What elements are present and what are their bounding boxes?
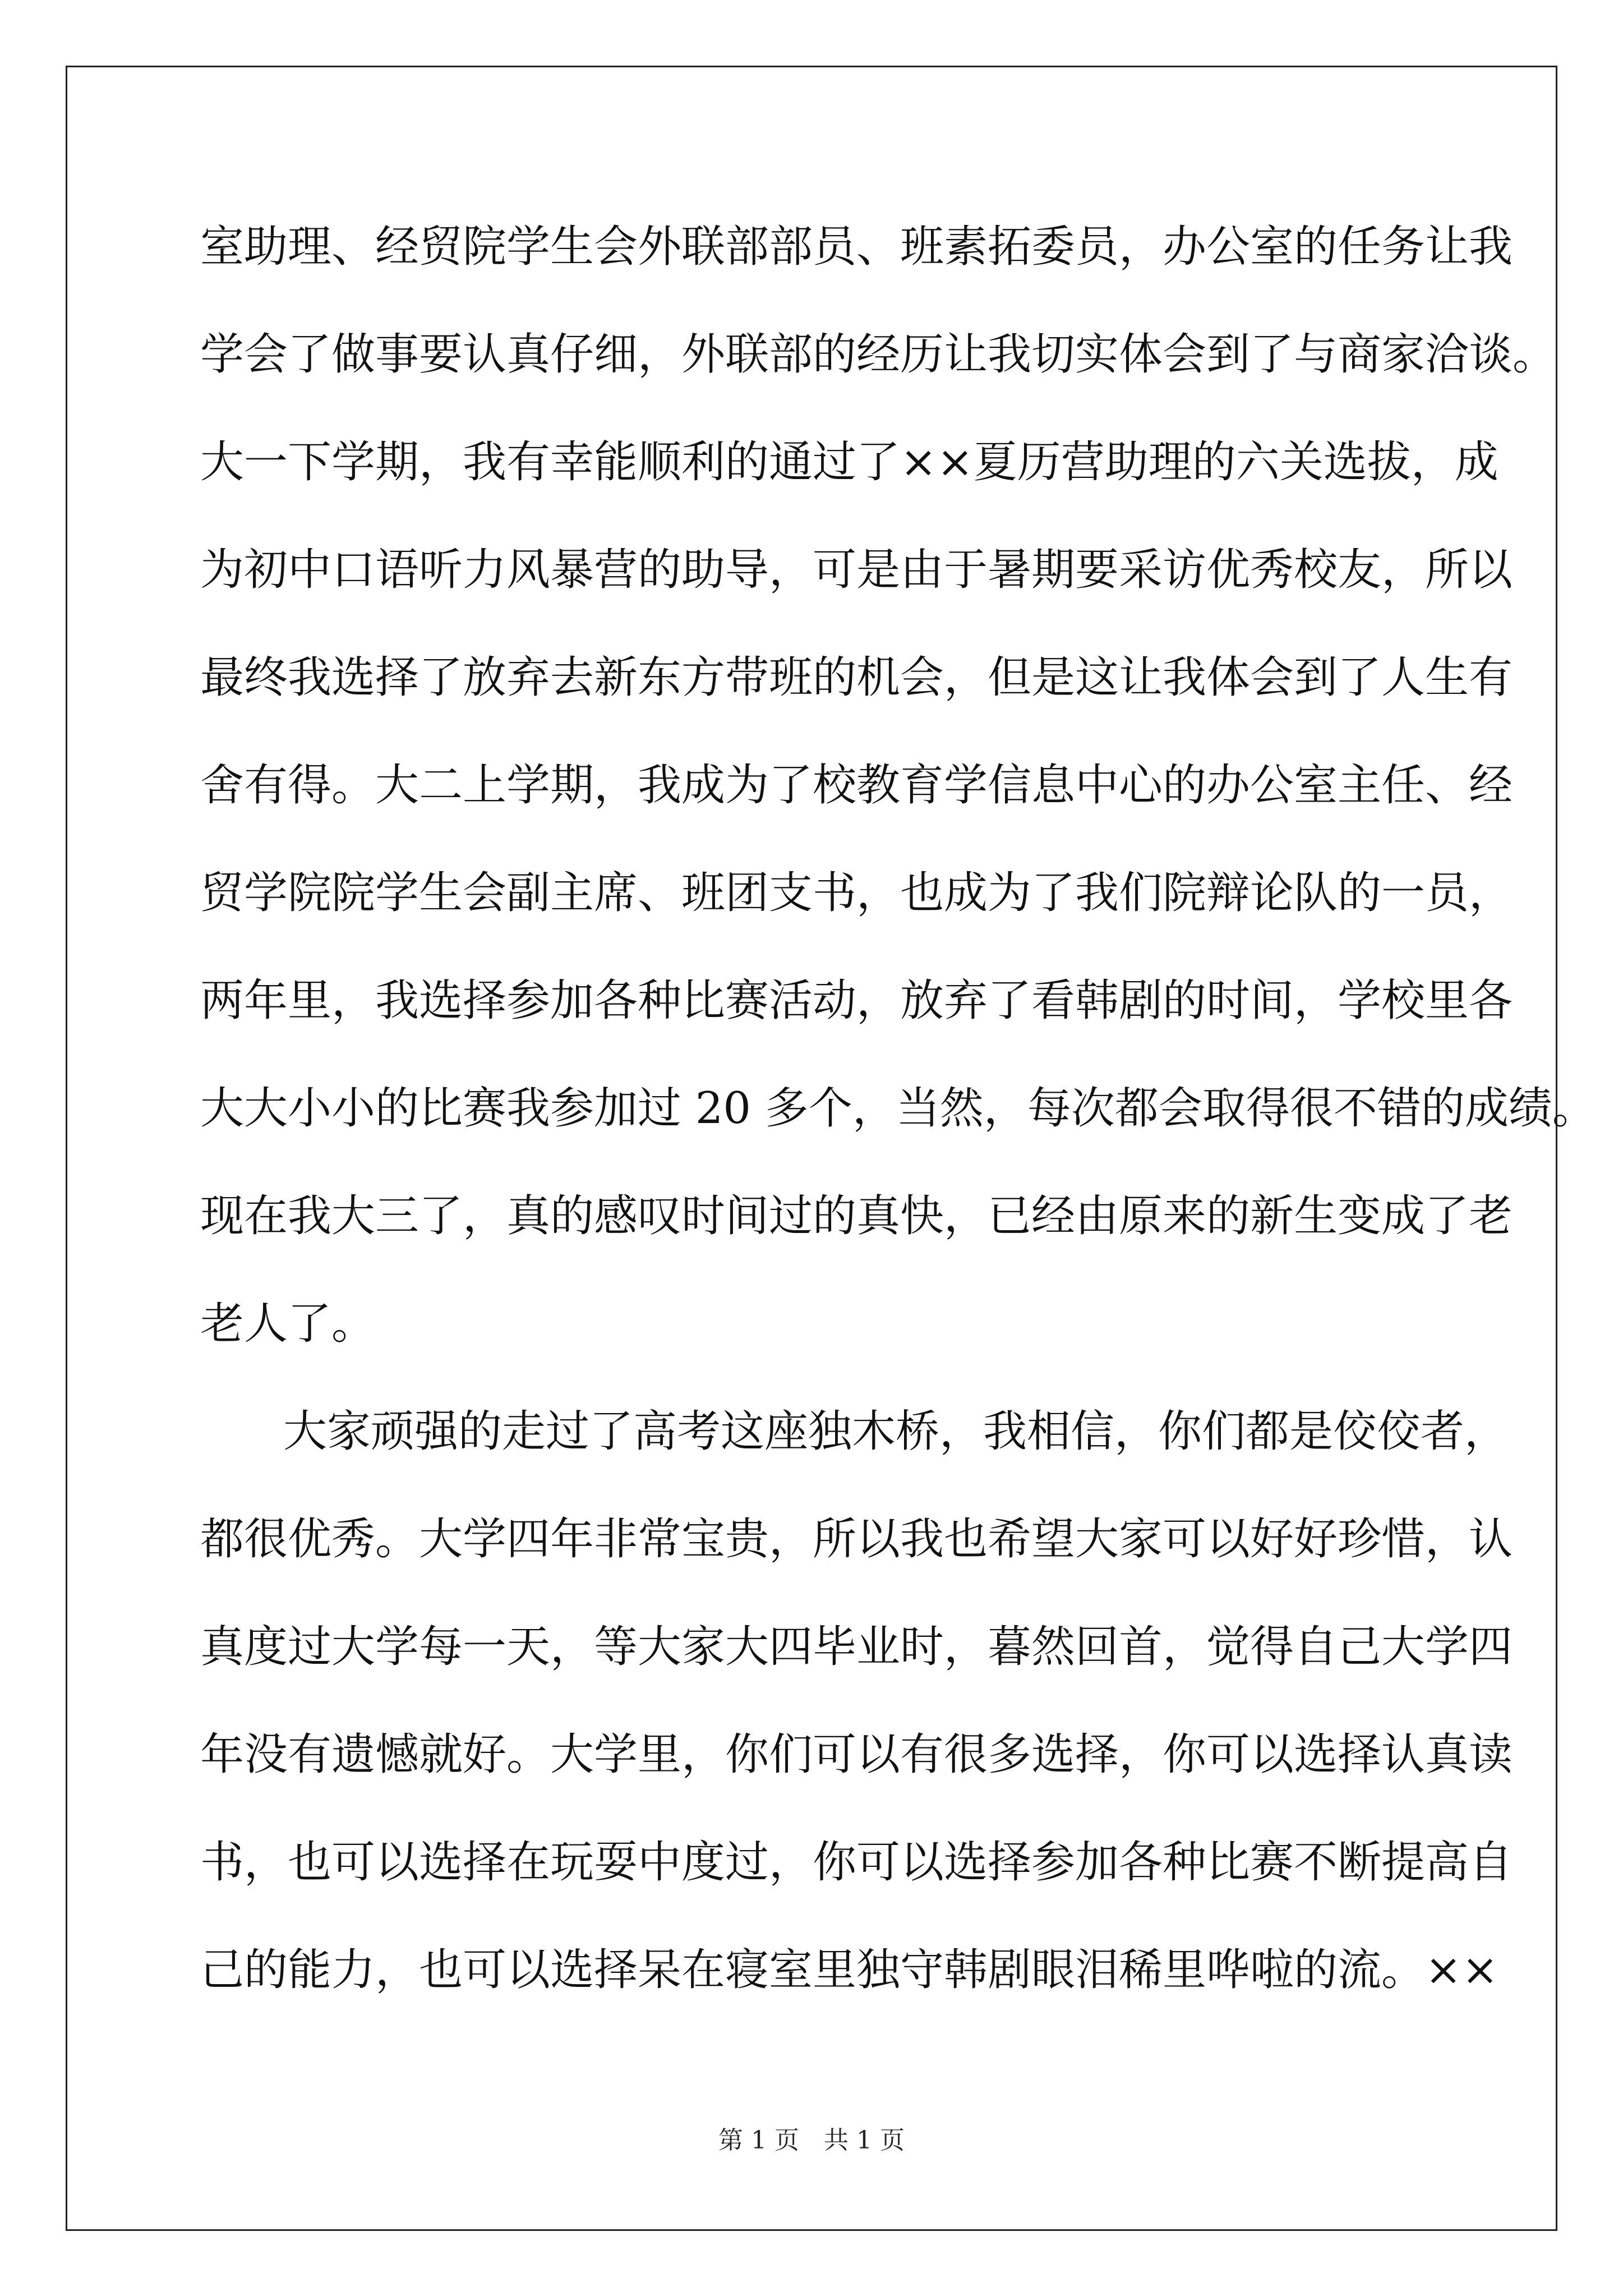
- text-line: 现在我大三了，真的感叹时间过的真快，已经由原来的新生变成了老: [200, 1191, 1513, 1241]
- text-line: 书，也可以选择在玩耍中度过，你可以选择参加各种比赛不断提高自: [200, 1837, 1513, 1888]
- text-line: 己的能力，也可以选择呆在寝室里独守韩剧眼泪稀里哗啦的流。××: [200, 1945, 1498, 1995]
- text-line: 真度过大学每一天，等大家大四毕业时，暮然回首，觉得自己大学四: [200, 1622, 1513, 1672]
- text-line: 老人了。: [200, 1299, 376, 1349]
- text-line: 为初中口语听力风暴营的助导，可是由于暑期要采访优秀校友，所以: [200, 545, 1513, 595]
- text-line: 舍有得。大二上学期，我成为了校教育学信息中心的办公室主任、经: [200, 760, 1513, 811]
- text-line: 学会了做事要认真仔细，外联部的经历让我切实体会到了与商家洽谈。: [200, 329, 1557, 380]
- text-line: 贸学院院学生会副主席、班团支书，也成为了我们院辩论队的一员，: [200, 868, 1513, 918]
- text-line: 大大小小的比赛我参加过 20 多个，当然，每次都会取得很不错的成绩。: [200, 1083, 1596, 1134]
- text-line: 年没有遗憾就好。大学里，你们可以有很多选择，你可以选择认真读: [200, 1729, 1513, 1780]
- page-number-footer: 第 1 页 共 1 页: [718, 2126, 905, 2155]
- text-line: 两年里，我选择参加各种比赛活动，放弃了看韩剧的时间，学校里各: [200, 976, 1513, 1026]
- paragraph-first-line: 大家顽强的走过了高考这座独木桥，我相信，你们都是佼佼者，: [283, 1406, 1509, 1457]
- text-line: 最终我选择了放弃去新东方带班的机会，但是这让我体会到了人生有: [200, 652, 1513, 703]
- text-line: 大一下学期，我有幸能顺利的通过了××夏历营助理的六关选拔，成: [200, 437, 1498, 487]
- text-line: 都很优秀。大学四年非常宝贵，所以我也希望大家可以好好珍惜，认: [200, 1514, 1513, 1565]
- text-line: 室助理、经贸院学生会外联部部员、班素拓委员，办公室的任务让我: [200, 222, 1513, 272]
- page-border: [66, 66, 1557, 2231]
